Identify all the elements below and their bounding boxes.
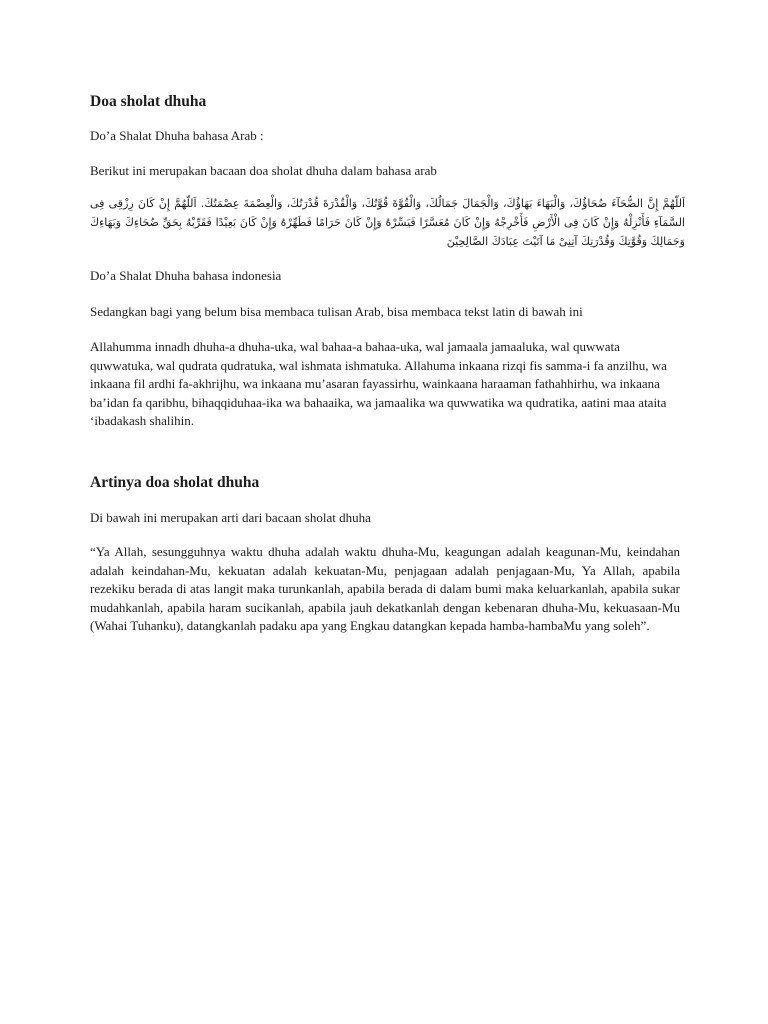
arab-intro: Berikut ini merupakan bacaan doa sholat dhuha dalam bahasa arab: [90, 162, 437, 178]
translation-text: “Ya Allah, sesungguhnya waktu dhuha adalah waktu dhuha-Mu, keagungan adalah keagunan-Mu, keindahan adalah keindahan-Mu, kekuatan adalah kekuatan-Mu, penjagaan adalah penjagaan-Mu, Ya Allah, apabila rezekiku berada di atas langit maka turunkanlah, apabila berada di dalam bumi maka keluarkanlah, apabila sukar mudahkanlah, apabila haram sucikanlah, apabila jauh dekatkanlah dengan kebenaran dhuha-Mu, kekuasaan-Mu (Wahai Tuhanku), datangkanlah padaku apa yang Engkau datangkan kepada hamba-hambaMu yang soleh”.: [90, 544, 680, 633]
arab-heading: Do’a Shalat Dhuha bahasa Arab :: [90, 128, 264, 143]
indonesia-heading: Do’a Shalat Dhuha bahasa indonesia: [90, 268, 282, 283]
latin-prayer-text: Allahumma innadh dhuha-a dhuha-uka, wal bahaa-a bahaa-uka, wal jamaala jamaaluka, wal quwwata quwwatuka, wal qudrata qudratuka, wal ishmata ishmatuka. Allahuma inkaana rizqi fis samma-i fa anzilhu, wa inkaana fil ardhi fa-akhrijhu, wa inkaana mu’asaran fayassirhu, wainkaana haraaman fathahhirhu, wa inkaana ba’idan fa qaribhu, bihaqqiduhaa-ika wa bahaaika, wa jamaalika wa quwwatika wa qudratika, aatini maa ataita ‘ibadakash shalihin.: [90, 339, 667, 428]
latin-intro: Sedangkan bagi yang belum bisa membaca tulisan Arab, bisa membaca tekst latin di bawah ini: [90, 303, 583, 319]
document-page: [90, 92, 685, 636]
section-title-artinya: Artinya doa sholat dhuha: [90, 473, 260, 491]
arabic-prayer-text: اَللّهُمَّ إِنَّ الضُّحَآءَ ضُحَاؤُكَ، وَالْبَهَاءَ بَهَاؤُكَ، وَالْجَمَالَ جَمَالُكَ، وَالْقُوَّةَ قُوَّتُكَ، وَالْقُدْرَةَ قُدْرَتُكَ، وَالْعِصْمَةَ عِصْمَتُكَ. اَللّهُمَّ إِنْ كَانَ رِزْقِى فِى السَّمَآءِ فَأَنْزِلْهُ وَإِنْ كَانَ فِى الْأَرْضِ فَأَخْرِجْهُ وَإِنْ كَانَ مُعَسَّرًا فَيَسِّرْهُ وَإِنْ كَانَ حَرَامًا فَطَهِّرْهُ وَإِنْ كَانَ بَعِيْدًا فَقَرِّبْهُ بِحَقِّ ضُحَاءِكَ وَبَهَاءِكَ وَجَمَالِكَ وَقُوَّتِكَ وَقُدْرَتِكَ آتِنِىْ مَا آتَيْتَ عِبَادَكَ الصَّالِحِيْنَ: [90, 197, 685, 248]
section-title-doa: Doa sholat dhuha: [90, 93, 207, 110]
translation-intro: Di bawah ini merupakan arti dari bacaan sholat dhuha: [90, 509, 371, 525]
